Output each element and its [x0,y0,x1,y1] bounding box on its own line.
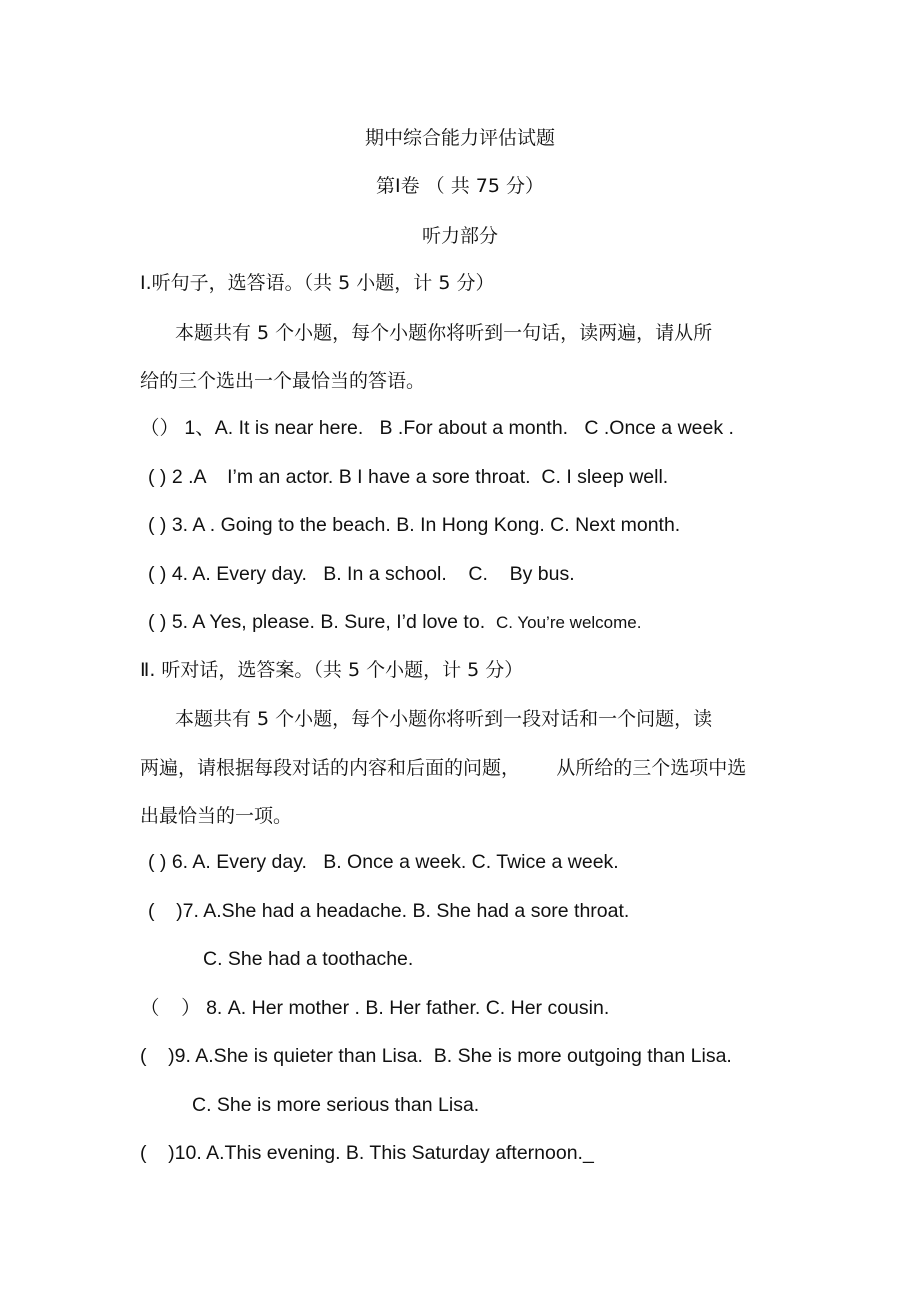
question-10: ( )10. A.This evening. B. This Saturday afternoon._ [140,1142,594,1164]
listening-part-heading: 听力部分 [421,225,498,247]
question-1: （） 1、A. It is near here. B .For about a month. C .Once a week . [140,417,734,439]
question-5-main: ( ) 5. A Yes, please. B. Sure, I’d love to. [148,611,496,633]
question-8: （ ） 8. A. Her mother . B. Her father. C. Her cousin. [140,997,610,1019]
question-2: ( ) 2 .A I’m an actor. B I have a sore throat. C. I sleep well. [148,466,669,488]
question-5 [148,610,641,635]
volume-heading: 第Ⅰ卷 （ 共 75 分） [376,175,544,197]
question-6: ( ) 6. A. Every day. B. Once a week. C. Twice a week. [148,851,619,873]
section1-heading: Ⅰ.听句子，选答语。（共 5 小题，计 5 分） [140,272,495,294]
section2-heading: Ⅱ. 听对话，选答案。（共 5 个小题，计 5 分） [140,659,524,681]
section2-instructions-line1: 本题共有 5 个小题，每个小题你将听到一段对话和一个问题，读 [175,708,713,730]
section1-instructions-line2: 给的三个选出一个最恰当的答语。 [140,370,426,392]
question-7: ( )7. A.She had a headache. B. She had a sore throat. [148,900,630,922]
question-4: ( ) 4. A. Every day. B. In a school. C. By bus. [148,563,575,585]
question-9: ( )9. A.She is quieter than Lisa. B. She is more outgoing than Lisa. [140,1045,732,1067]
question-7-option-c: C. She had a toothache. [203,948,414,970]
section1-instructions-line1: 本题共有 5 个小题，每个小题你将听到一句话，读两遍，请从所 [175,322,713,344]
question-9-option-c: C. She is more serious than Lisa. [192,1094,480,1116]
question-5-option-c: C. You’re welcome. [495,613,642,632]
question-3: ( ) 3. A . Going to the beach. B. In Hong Kong. C. Next month. [148,514,681,536]
section2-instructions-line3: 出最恰当的一项。 [140,805,293,827]
section2-instructions-line2: 两遍，请根据每段对话的内容和后面的问题， 从所给的三个选项中选 [140,757,747,779]
exam-title: 期中综合能力评估试题 [364,127,555,149]
